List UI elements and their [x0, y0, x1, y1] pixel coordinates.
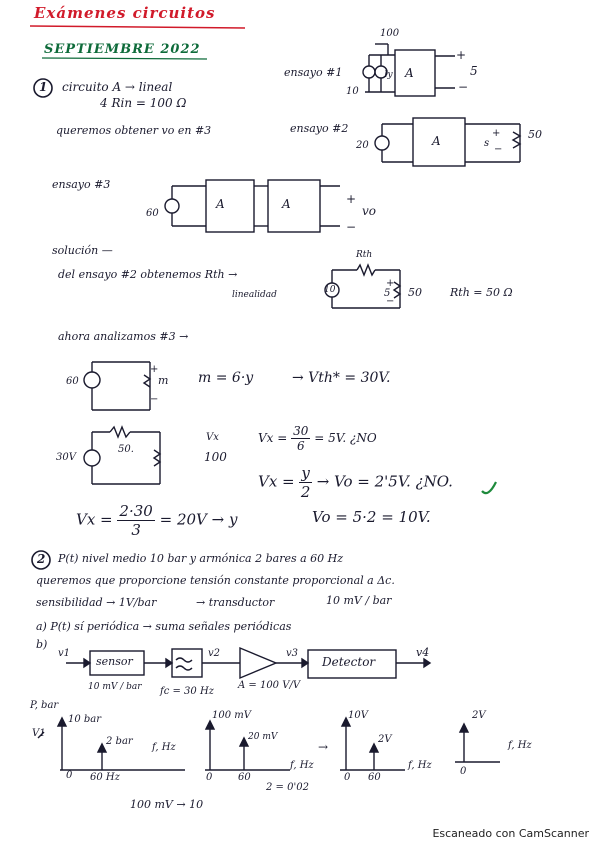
- circ2-vx: Vx: [206, 432, 219, 443]
- problem1-statement: circuito A → lineal: [62, 80, 173, 94]
- vx3-equation: [76, 502, 237, 539]
- vx2-num: y: [301, 464, 310, 482]
- lin-out: 5: [384, 288, 391, 299]
- spec4-top: 2V: [472, 710, 486, 721]
- spec1-f: 60 Hz: [90, 772, 120, 783]
- spec4-zero: 0: [460, 766, 467, 777]
- lin-src: 10: [324, 285, 336, 295]
- circ2-res: 50.: [118, 444, 134, 455]
- rth-result: Rth = 50 Ω: [450, 286, 513, 299]
- spec3-xaxis: f, Hz: [408, 760, 432, 771]
- ensayo3-circuit: [165, 180, 340, 232]
- m-equation: m = 6·y: [198, 370, 254, 386]
- sensor-block: sensor: [96, 655, 133, 668]
- linealidad-label: linealidad: [232, 290, 277, 300]
- vx1-equation: [258, 424, 377, 453]
- camscanner-footer: Escaneado con CamScanner: [432, 827, 589, 840]
- vx-circuit: [84, 427, 160, 484]
- ensayo2-out: 50: [528, 128, 542, 141]
- ensayo3-src: 60: [146, 208, 159, 219]
- lin-res: 50: [408, 286, 422, 299]
- vth-equation: → Vth* = 30V.: [292, 370, 391, 386]
- ensayo3-block2: A: [282, 197, 291, 211]
- spec3-zero: 0: [344, 772, 351, 783]
- check-mark-icon: [482, 482, 496, 493]
- m-circuit: [84, 362, 150, 410]
- spec2-f: 60: [238, 772, 251, 783]
- problem2-line4: a) P(t) sí periódica → suma señales periódicas: [36, 620, 292, 633]
- ensayo2-circuit: [375, 118, 520, 166]
- vx2-equation: [258, 464, 453, 501]
- spec3-mid: 2V: [378, 734, 392, 745]
- spec1-v: V1: [32, 728, 46, 739]
- vx2-den: 2: [300, 483, 311, 501]
- vx1-den: 6: [296, 439, 305, 453]
- circ-m-minus: −: [150, 394, 159, 405]
- page-subtitle: SEPTIEMBRE 2022: [44, 42, 201, 57]
- ensayo2-minus: −: [494, 144, 503, 155]
- circ-m-src: 60: [66, 376, 79, 387]
- problem1-number: 1: [39, 80, 48, 94]
- spec2-mid: 20 mV: [248, 732, 278, 742]
- problem2-line3a: sensibilidad → 1V/bar: [36, 596, 157, 609]
- problem2-line2: queremos que proporcione tensión constante proporcional a Δc.: [36, 574, 395, 587]
- detector-block: Detector: [322, 655, 376, 669]
- problem2-number: 2: [37, 552, 46, 566]
- spec4-xaxis: f, Hz: [508, 740, 532, 751]
- lin-minus: −: [386, 296, 395, 307]
- spec1-mid: 2 bar: [106, 736, 133, 747]
- spec1-yaxis: P, bar: [30, 700, 59, 711]
- ensayo3-block1: A: [216, 197, 225, 211]
- problem2-line5: b): [36, 638, 48, 651]
- ensayo1-minus: −: [458, 80, 469, 94]
- circ2-load: 100: [204, 450, 227, 464]
- signal-v1: v1: [58, 648, 71, 659]
- queremos-text: queremos obtener vo en #3: [56, 124, 212, 137]
- spec-arrow: →: [318, 740, 329, 754]
- vx2-lhs: Vx =: [258, 472, 295, 491]
- signal-v2: v2: [208, 648, 221, 659]
- sensor-gain: 10 mV / bar: [88, 682, 142, 692]
- ensayo1-iy: Iy: [384, 70, 393, 80]
- spec1-zero: 0: [66, 770, 73, 781]
- solucion-heading: solución —: [52, 244, 113, 257]
- rth-label: Rth: [356, 250, 373, 260]
- problem2-line3c: 10 mV / bar: [326, 594, 392, 607]
- circ-m-plus: +: [150, 364, 159, 375]
- signal-v3: v3: [286, 648, 299, 659]
- ensayo3-plus: +: [346, 192, 357, 206]
- circ-m-label: m: [158, 374, 169, 387]
- lin-plus: +: [386, 278, 395, 289]
- ensayo3-label: ensayo #3: [52, 178, 111, 191]
- problem2-line3b: → transductor: [196, 596, 275, 609]
- vx1-rhs: = 5V. ¿NO: [314, 431, 377, 445]
- spec3-top: 10V: [348, 710, 368, 721]
- ensayo2-plus: +: [492, 128, 501, 139]
- ensayo2-block: A: [432, 134, 441, 148]
- ensayo1-plus: +: [456, 48, 467, 62]
- spec3-f: 60: [368, 772, 381, 783]
- spec1-top: 10 bar: [68, 714, 102, 725]
- circ2-src: 30V: [56, 452, 76, 463]
- spec2-xaxis: f, Hz: [290, 760, 314, 771]
- signal-v4: v4: [416, 646, 430, 659]
- ensayo2-src: 20: [356, 140, 369, 151]
- ensayo1-out: 5: [470, 64, 478, 78]
- ensayo3-out: vo: [362, 204, 377, 218]
- problem2-line1: P(t) nivel medio 10 bar y armónica 2 bares a 60 Hz: [58, 552, 344, 565]
- page-title: Exámenes circuitos: [34, 4, 216, 22]
- del-ensayo2-text: del ensayo #2 obtenemos Rth →: [58, 268, 238, 281]
- vx3-lhs: Vx =: [76, 510, 113, 529]
- vx2-rhs: → Vo = 2'5V. ¿NO.: [316, 472, 453, 491]
- ensayo1-src2: 100: [380, 28, 400, 39]
- ensayo3-minus: −: [346, 220, 357, 234]
- spec1-xaxis: f, Hz: [152, 742, 176, 753]
- filter-fc: fc = 30 Hz: [160, 686, 214, 697]
- ensayo2-s: s: [484, 138, 490, 149]
- ensayo1-src1: 10: [346, 86, 359, 97]
- analizamos-text: ahora analizamos #3 →: [58, 330, 189, 343]
- ensayo1-label: ensayo #1: [284, 66, 343, 79]
- amp-gain: A = 100 V/V: [238, 680, 301, 691]
- ensayo1-block: A: [405, 66, 414, 80]
- spec2-zero: 0: [206, 772, 213, 783]
- vx3-rhs: = 20V → y: [159, 510, 238, 529]
- ensayo2-label: ensayo #2: [290, 122, 349, 135]
- spec2-top: 100 mV: [212, 710, 251, 721]
- note-bottom: 100 mV → 10: [130, 798, 204, 811]
- vx3-num: 2·30: [119, 502, 153, 520]
- vo-final: Vo = 5·2 = 10V.: [312, 508, 431, 526]
- vx1-num: 30: [293, 424, 309, 438]
- problem1-rin: 4 Rin = 100 Ω: [100, 96, 187, 110]
- vx1-lhs: Vx =: [258, 431, 288, 445]
- note-ratio: 2 = 0'02: [266, 782, 309, 793]
- vx3-den: 3: [131, 521, 141, 539]
